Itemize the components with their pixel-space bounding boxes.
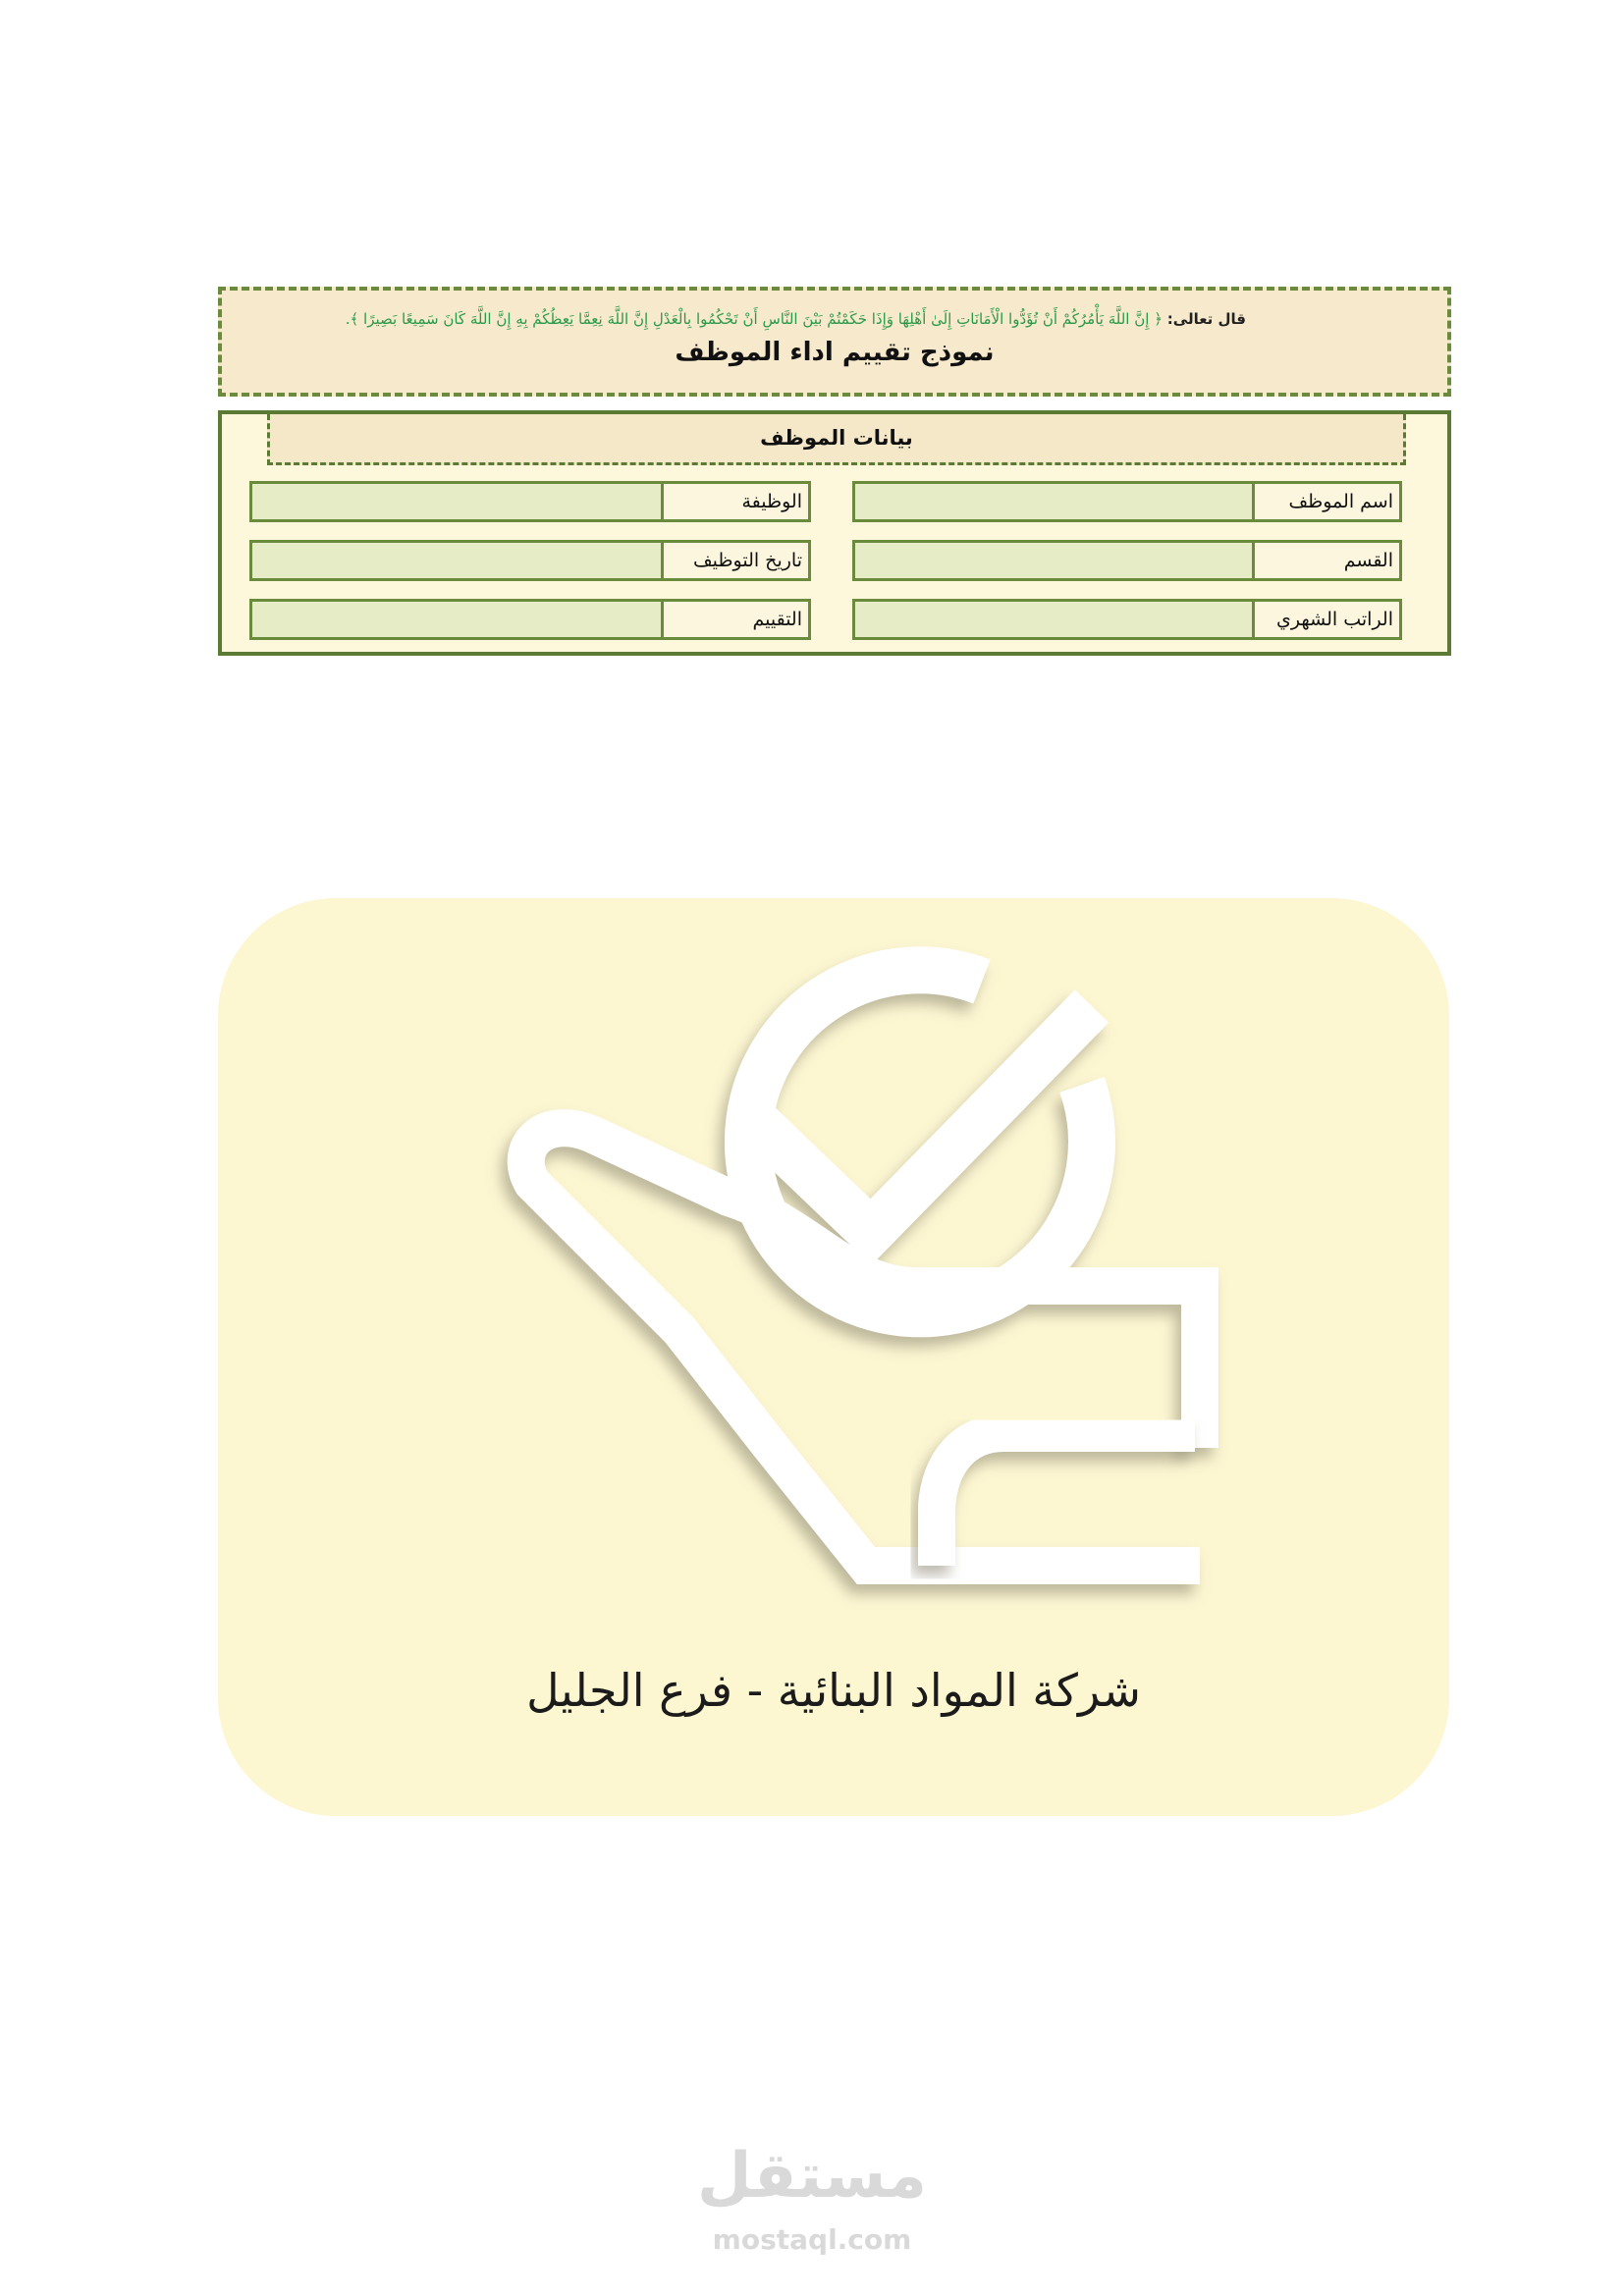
watermark-url: mostaql.com: [712, 2223, 912, 2256]
watermark-logo: مستقل: [696, 2140, 928, 2213]
department-field: [852, 540, 1402, 581]
job-title-field: [249, 481, 811, 522]
form-title: نموذج تقييم اداء الموظف: [675, 338, 995, 367]
field-label: التقييم: [661, 602, 808, 637]
rating-input[interactable]: [252, 602, 661, 637]
section-heading: بيانات الموظف: [267, 414, 1406, 465]
field-label: تاريخ التوظيف: [661, 543, 808, 578]
verse-prefix: قال تعالى:: [1166, 310, 1246, 328]
department-input[interactable]: [855, 543, 1252, 578]
form-header: [218, 287, 1451, 397]
field-label: الراتب الشهري: [1252, 602, 1399, 637]
company-logo-card: [218, 898, 1449, 1816]
verse-text: ﴿ إِنَّ اللَّهَ يَأْمُرُكُمْ أَنْ تُؤَدُّوا الْأَمَانَاتِ إِلَىٰ أَهْلِهَا وَإِذَا حَكَمْتُمْ بَيْنَ النَّاسِ أَنْ تَحْكُمُوا بِالْعَدْلِ إِنَّ اللَّهَ نِعِمَّا يَعِظُكُمْ بِهِ إِنَّ اللَّهَ كَانَ سَمِيعًا بَصِيرًا ﴾.: [345, 310, 1163, 328]
monthly-salary-input[interactable]: [855, 602, 1252, 637]
quran-verse: [242, 309, 1246, 329]
employee-name-field: [852, 481, 1402, 522]
field-label: اسم الموظف: [1252, 484, 1399, 519]
employee-data-section: [218, 410, 1451, 656]
job-title-input[interactable]: [252, 484, 661, 519]
field-label: الوظيفة: [661, 484, 808, 519]
company-name: شركة المواد البنائية - فرع الجليل: [526, 1664, 1141, 1717]
monthly-salary-field: [852, 599, 1402, 640]
field-label: القسم: [1252, 543, 1399, 578]
hire-date-input[interactable]: [252, 543, 661, 578]
rating-field: [249, 599, 811, 640]
employee-name-input[interactable]: [855, 484, 1252, 519]
hire-date-field: [249, 540, 811, 581]
